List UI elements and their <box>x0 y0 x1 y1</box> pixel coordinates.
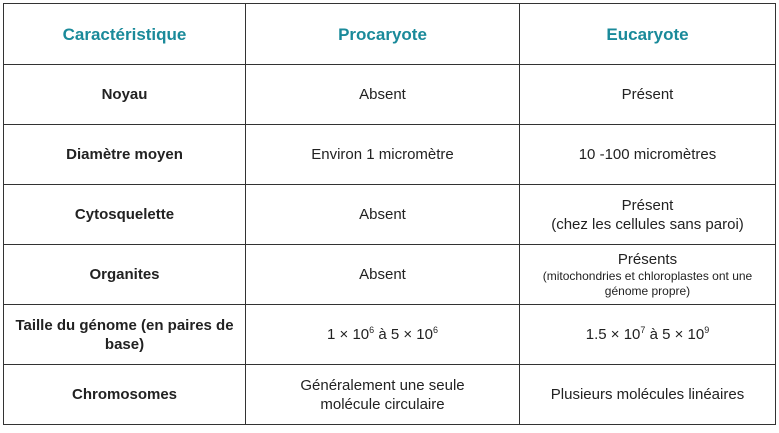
row-label: Chromosomes <box>4 365 246 425</box>
header-characteristic: Caractéristique <box>4 4 246 65</box>
comparison-table <box>3 3 776 425</box>
eukaryote-cell: Présent <box>520 65 776 125</box>
value-part: 1 × 10 <box>327 326 370 343</box>
eukaryote-value: Présent <box>621 196 674 214</box>
prokaryote-cell: Absent <box>246 245 520 305</box>
table-row <box>4 125 776 185</box>
eukaryote-value: Présents <box>617 251 678 268</box>
eukaryote-cell <box>520 305 776 365</box>
eukaryote-cell <box>520 185 776 245</box>
prokaryote-cell: Absent <box>246 185 520 245</box>
table-row <box>4 185 776 245</box>
value-part: à 5 × 10 <box>645 326 705 343</box>
prokaryote-cell: Environ 1 micromètre <box>246 125 520 185</box>
prokaryote-cell <box>246 305 520 365</box>
table-row <box>4 365 776 425</box>
table-row <box>4 65 776 125</box>
eukaryote-note: (mitochondries et chloroplastes ont une génome propre) <box>542 269 753 298</box>
header-eukaryote: Eucaryote <box>520 4 776 65</box>
exponent: 6 <box>432 325 438 335</box>
table-row <box>4 245 776 305</box>
eukaryote-cell <box>520 245 776 305</box>
row-label: Noyau <box>4 65 246 125</box>
header-prokaryote: Procaryote <box>246 4 520 65</box>
prokaryote-cell: Absent <box>246 65 520 125</box>
row-label: Diamètre moyen <box>4 125 246 185</box>
exponent: 6 <box>369 325 375 335</box>
exponent: 9 <box>704 325 710 335</box>
row-label: Taille du génome (en paires de base) <box>4 305 246 365</box>
row-label: Cytosquelette <box>4 185 246 245</box>
eukaryote-note: (chez les cellules sans paroi) <box>551 215 744 233</box>
eukaryote-cell: Plusieurs molécules linéaires <box>520 365 776 425</box>
table-row <box>4 305 776 365</box>
value-part: à 5 × 10 <box>374 326 433 343</box>
eukaryote-cell: 10 -100 micromètres <box>520 125 776 185</box>
exponent: 7 <box>640 325 646 335</box>
header-row <box>4 4 776 65</box>
row-label: Organites <box>4 245 246 305</box>
prokaryote-cell: Généralement une seule molécule circulaire <box>246 365 520 425</box>
value-part: 1.5 × 10 <box>585 326 641 343</box>
